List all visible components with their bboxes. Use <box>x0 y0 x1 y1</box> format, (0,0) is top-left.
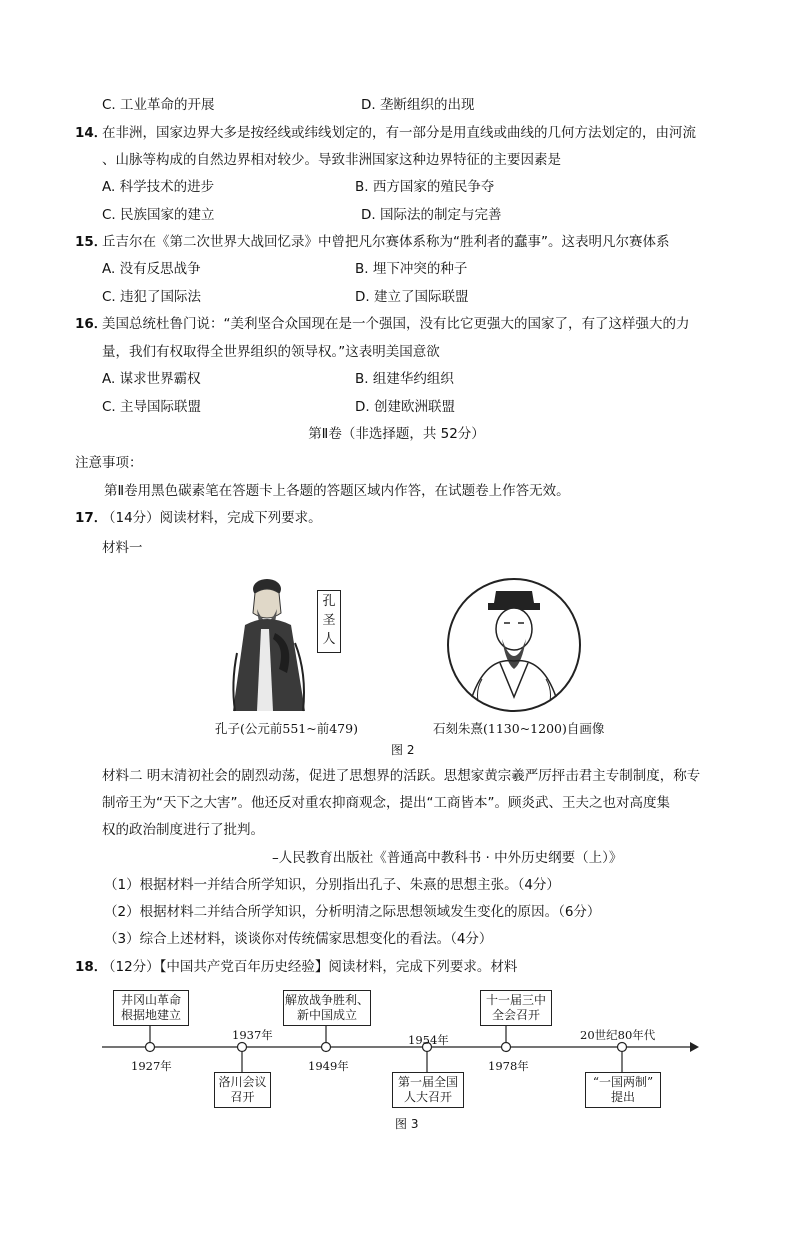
q15-option-d: D. 建立了国际联盟 <box>355 289 469 305</box>
year-1978: 1978年 <box>488 1059 529 1073</box>
q14-option-b: B. 西方国家的殖民争夺 <box>355 179 495 195</box>
event-octs-line2: 提出 <box>610 1090 635 1104</box>
caption-zhuxi: 石刻朱熹(1130~1200)自画像 <box>433 721 605 736</box>
figure3-label: 图 3 <box>395 1117 419 1131</box>
event-jinggangshan <box>113 990 189 1026</box>
event-luochuan-line2: 召开 <box>230 1090 255 1104</box>
event-octs-line1: “一国两制” <box>592 1075 654 1089</box>
event-prc-founded-line2: 新中国成立 <box>296 1008 357 1022</box>
year-1954: 1954年 <box>408 1033 449 1047</box>
notice-label: 注意事项： <box>75 455 143 471</box>
event-luochuan-line1: 洛川会议 <box>218 1075 267 1089</box>
material2-line1: 材料二 明末清初社会的剧烈动荡，促进了思想界的活跃。思想家黄宗羲严厉抨击君主专制制度，称专 <box>102 768 701 784</box>
q16-option-c: C. 主导国际联盟 <box>102 399 202 415</box>
q13-option-c: C. 工业革命的开展 <box>102 97 215 113</box>
figure2-label: 图 2 <box>391 743 415 757</box>
q14-stem-line1: 在非洲，国家边界大多是按经线或纬线划定的，有一部分是用直线或曲线的几何方法划定的，由河流 <box>102 125 696 141</box>
event-luochuan-meeting <box>214 1072 271 1108</box>
event-third-plenum-line2: 全会召开 <box>491 1008 540 1022</box>
event-third-plenum-line1: 十一届三中 <box>485 993 546 1007</box>
q16-stem-line1: 美国总统杜鲁门说：“美利坚合众国现在是一个强国，没有比它更强大的国家了，有了这样强大的力 <box>102 316 690 332</box>
year-1937: 1937年 <box>232 1028 273 1042</box>
event-first-npc-line1: 第一届全国 <box>397 1075 458 1089</box>
event-jinggangshan-line1: 井冈山革命 <box>120 993 181 1007</box>
q14-option-c: C. 民族国家的建立 <box>102 207 215 223</box>
confucius-title-text: 孔圣人 <box>322 594 336 647</box>
q15-option-b: B. 埋下冲突的种子 <box>355 261 468 277</box>
event-third-plenum <box>480 990 552 1026</box>
node-1949 <box>322 1043 331 1052</box>
node-1937 <box>238 1043 247 1052</box>
q16-option-a: A. 谋求世界霸权 <box>102 371 201 387</box>
q18-number: 18． <box>75 959 108 975</box>
node-1980s <box>618 1043 627 1052</box>
q15-option-c: C. 违犯了国际法 <box>102 289 202 305</box>
q15-stem: 丘吉尔在《第二次世界大战回忆录》中曾把凡尔赛体系称为“胜利者的蠢事”。这表明凡尔赛体系 <box>102 234 670 250</box>
material2-line2: 制帝王为“天下之大害”。他还反对重农抑商观念，提出“工商皆本”。顾炎武、王夫之也对高度集 <box>102 795 670 811</box>
node-1978 <box>502 1043 511 1052</box>
confucius-title-plaque <box>317 590 341 653</box>
timeline-arrowhead <box>690 1042 699 1052</box>
q13-option-d: D. 垄断组织的出现 <box>361 97 475 113</box>
q14-option-d: D. 国际法的制定与完善 <box>361 207 502 223</box>
notice-text: 第Ⅱ卷用黑色碳素笔在答题卡上各题的答题区域内作答，在试题卷上作答无效。 <box>104 483 570 499</box>
material1-label: 材料一 <box>102 540 143 556</box>
year-1927: 1927年 <box>131 1059 172 1073</box>
q16-stem-line2: 量，我们有权取得全世界组织的领导权。”这表明美国意欲 <box>102 344 440 360</box>
q17-stem: （14分）阅读材料，完成下列要求。 <box>102 510 322 526</box>
zhuxi-portrait <box>446 577 582 713</box>
year-1980s: 20世纪80年代 <box>580 1028 656 1042</box>
q14-number: 14． <box>75 125 108 141</box>
event-first-npc-line2: 人大召开 <box>403 1090 452 1104</box>
event-first-npc <box>392 1072 464 1108</box>
q15-option-a: A. 没有反思战争 <box>102 261 201 277</box>
year-1949: 1949年 <box>308 1059 349 1073</box>
event-prc-founded <box>283 990 371 1026</box>
q14-stem-line2: 、山脉等构成的自然边界相对较少。导致非洲国家这种边界特征的主要因素是 <box>102 152 561 168</box>
q14-option-a: A. 科学技术的进步 <box>102 179 215 195</box>
q17-subquestion-3: （3）综合上述材料，谈谈你对传统儒家思想变化的看法。（4分） <box>104 931 493 947</box>
q15-number: 15． <box>75 234 108 250</box>
event-prc-founded-line1: 解放战争胜利、 <box>284 993 369 1007</box>
material2-source: –人民教育出版社《普通高中教科书 · 中外历史纲要（上）》 <box>272 850 623 866</box>
q17-subquestion-1: （1）根据材料一并结合所学知识，分别指出孔子、朱熹的思想主张。（4分） <box>104 877 560 893</box>
q17-number: 17． <box>75 510 108 526</box>
event-jinggangshan-line2: 根据地建立 <box>120 1008 181 1022</box>
material2-line3: 权的政治制度进行了批判。 <box>102 822 264 838</box>
event-one-country-two-systems <box>585 1072 661 1108</box>
q18-stem: （12分）【中国共产党百年历史经验】阅读材料，完成下列要求。材料 <box>102 959 518 975</box>
node-1927 <box>146 1043 155 1052</box>
q17-subquestion-2: （2）根据材料二并结合所学知识，分析明清之际思想领域发生变化的原因。（6分） <box>104 904 601 920</box>
q16-option-b: B. 组建华约组织 <box>355 371 454 387</box>
q16-number: 16． <box>75 316 108 332</box>
caption-confucius: 孔子(公元前551~前479) <box>215 721 358 736</box>
q16-option-d: D. 创建欧洲联盟 <box>355 399 455 415</box>
section2-title: 第Ⅱ卷（非选择题，共 52分） <box>308 426 485 442</box>
